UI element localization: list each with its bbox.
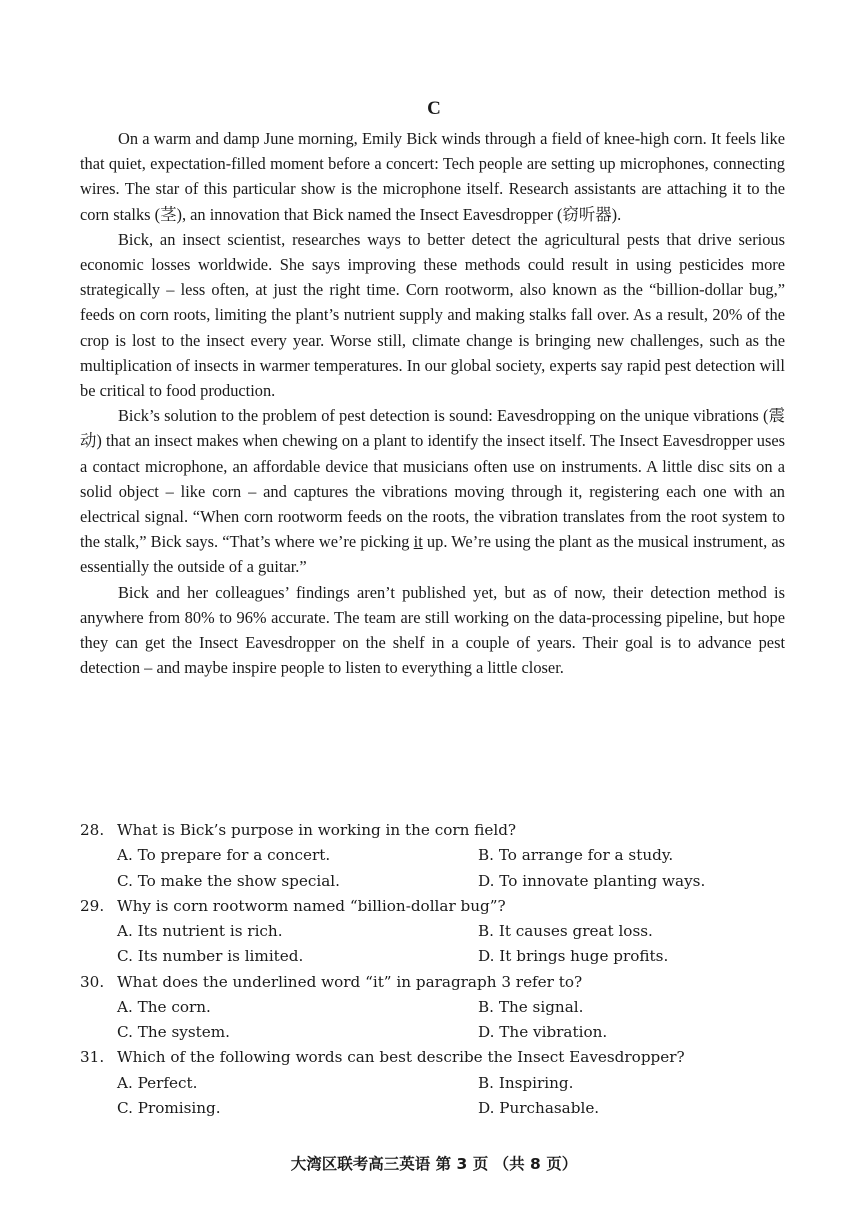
underlined-word-it: it xyxy=(413,532,423,552)
option-a: A. The corn. xyxy=(117,997,211,1016)
option-a: A. Perfect. xyxy=(117,1073,198,1092)
paragraph-3-text-b: up. We’re using the plant as the musical instrument, as essentially the outside of a guitar.” xyxy=(80,532,785,577)
section-title: C xyxy=(427,98,441,119)
option-d: D. The vibration. xyxy=(478,1023,608,1042)
option-c: C. Promising. xyxy=(117,1098,221,1117)
option-c: C. To make the show special. xyxy=(117,871,340,890)
question-stem: What is Bick’s purpose in working in the corn field? xyxy=(117,821,517,840)
question-31 xyxy=(80,1045,785,1121)
paragraph-2: Bick, an insect scientist, researches ways to better detect the agricultural pests that drive serious economic losses worldwide. She says improving these methods could result in using pesticides more strategically – less often, at just the right time. Corn rootworm, also known as the “billion-dollar bug,” feeds on corn roots, limiting the plant’s nutrient supply and making stalks fall over. As a result, 20% of the crop is lost to the insect every year. Worse still, climate change is bringing new challenges, such as the multiplication of insects in warmer temperatures. In our global society, experts say rapid pest detection will be critical to food production. xyxy=(80,229,785,401)
option-b: B. Inspiring. xyxy=(478,1073,574,1092)
question-stem: Which of the following words can best describe the Insect Eavesdropper? xyxy=(117,1048,685,1067)
option-c: C. The system. xyxy=(117,1023,230,1042)
question-stem: What does the underlined word “it” in paragraph 3 refer to? xyxy=(117,972,583,991)
option-d: D. It brings huge profits. xyxy=(478,947,669,966)
question-30 xyxy=(80,970,785,1046)
paragraph-4: Bick and her colleagues’ findings aren’t published yet, but as of now, their detection method is anywhere from 80% to 96% accurate. The team are still working on the data-processing pipeline, but hope they can get the Insect Eavesdropper on the shelf in a couple of years. Their goal is to advance pest detection – and maybe inspire people to listen to everything a little closer. xyxy=(80,582,785,678)
question-29 xyxy=(80,894,785,970)
paragraph-3 xyxy=(80,403,785,579)
page-footer: 大湾区联考高三英语 第 3 页 （共 8 页） xyxy=(290,1155,578,1173)
option-a: A. Its nutrient is rich. xyxy=(117,922,283,941)
option-b: B. To arrange for a study. xyxy=(478,846,674,865)
option-b: B. It causes great loss. xyxy=(478,922,653,941)
option-b: B. The signal. xyxy=(478,997,584,1016)
paragraph-3-text-a: Bick’s solution to the problem of pest detection is sound: Eavesdropping on the unique vibrations (震动) that an insect makes when chewing on a plant to identify the insect itself. The Insect Eavesdropper uses a contact microphone, an affordable device that musicians often use on instruments. A little disc sits on a solid object – like corn – and captures the vibrations moving through it, registering each one with an electrical signal. “When corn rootworm feeds on the roots, the vibration translates from the root system to the stalk,” Bick says. “That’s where we’re picking xyxy=(80,406,785,552)
option-d: D. To innovate planting ways. xyxy=(478,871,706,890)
question-number: 29. xyxy=(80,896,105,915)
question-list xyxy=(80,818,785,1121)
question-stem: Why is corn rootworm named “billion-dollar bug”? xyxy=(117,896,506,915)
question-number: 31. xyxy=(80,1048,105,1067)
option-d: D. Purchasable. xyxy=(478,1098,600,1117)
question-number: 30. xyxy=(80,972,105,991)
question-number: 28. xyxy=(80,821,105,840)
option-c: C. Its number is limited. xyxy=(117,947,304,966)
option-a: A. To prepare for a concert. xyxy=(117,846,331,865)
question-28 xyxy=(80,818,785,894)
reading-passage xyxy=(80,126,785,680)
paragraph-1: On a warm and damp June morning, Emily Bick winds through a field of knee-high corn. It feels like that quiet, expectation-filled moment before a concert: Tech people are setting up microphones, connecting wires. The star of this particular show is the microphone itself. Research assistants are attaching it to the corn stalks (茎), an innovation that Bick named the Insect Eavesdropper (窃听器). xyxy=(80,129,785,224)
